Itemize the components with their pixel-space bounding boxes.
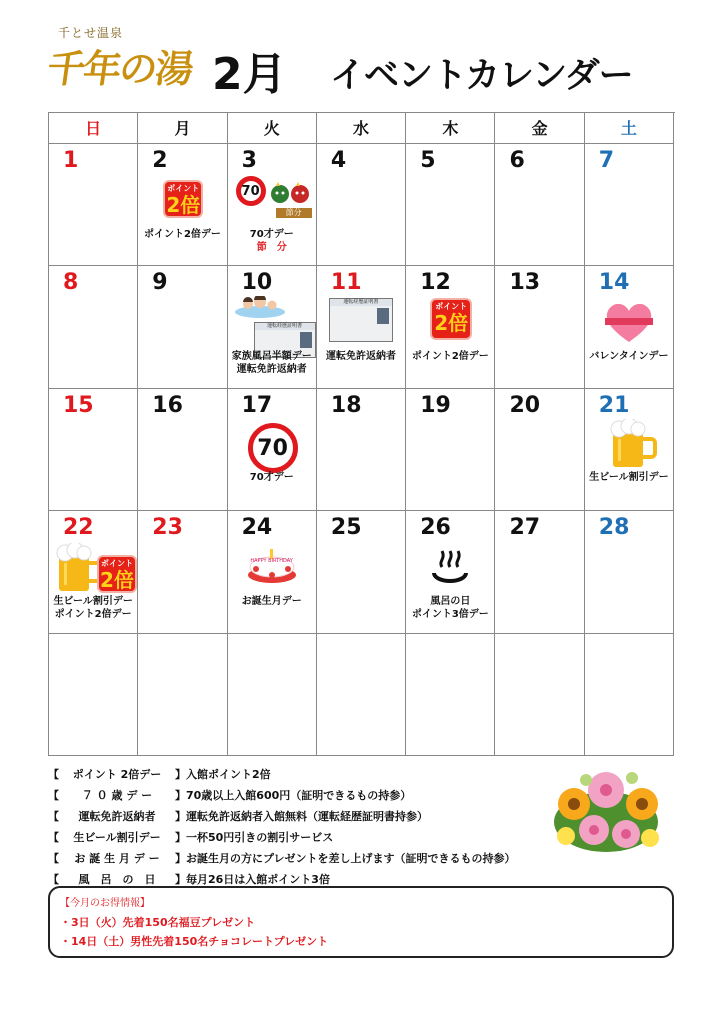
week-row	[49, 144, 675, 266]
legend-bracket: 】	[174, 768, 186, 781]
day-cell	[49, 144, 138, 266]
day-cell	[138, 266, 227, 388]
event-label: 70才デー	[249, 229, 294, 240]
legend-value: お誕生月の方にプレゼントを差し上げます（証明できるもの持参）	[186, 852, 516, 865]
legend-row	[48, 785, 516, 806]
day-cell	[406, 634, 495, 756]
day-number: 5	[420, 148, 436, 173]
day-number: 2	[152, 148, 168, 173]
day-number: 18	[330, 392, 362, 418]
day-cell	[585, 634, 674, 756]
calendar-month: 2月	[212, 49, 287, 100]
day-cell	[228, 634, 317, 756]
day-cell	[49, 511, 138, 633]
legend-value: 運転免許返納者入館無料（運転経歴証明書持参）	[186, 810, 428, 823]
legend-row	[48, 848, 516, 869]
day-cell	[495, 144, 584, 266]
legend	[48, 764, 516, 890]
logo-main-text: 千年の湯	[44, 46, 195, 91]
license-photo	[377, 308, 389, 324]
point-icon-multiplier: 2倍	[100, 568, 134, 593]
event-label: 風呂の日	[430, 596, 471, 608]
legend-key	[48, 806, 186, 827]
week-row	[49, 634, 675, 756]
day-cell	[49, 389, 138, 511]
day-number: 10	[241, 270, 273, 296]
valentine-heart-icon	[603, 300, 655, 344]
legend-bracket: 】	[175, 873, 186, 886]
legend-key-text: 風 呂 の 日	[78, 873, 156, 886]
day-number: 16	[152, 392, 183, 418]
legend-key-text: 生ビール割引デー	[73, 831, 161, 844]
day-cell	[585, 511, 674, 633]
day-cell	[585, 266, 674, 388]
legend-bracket: 【	[48, 789, 59, 802]
day-number: 15	[63, 392, 94, 418]
point-icon-caption: ポイント	[435, 302, 468, 312]
day-number: 28	[598, 515, 630, 541]
day-number: 17	[241, 392, 273, 418]
legend-row	[48, 764, 516, 785]
weekday-sun: 日	[49, 113, 138, 144]
event-label: 生ビール割引デー	[53, 596, 133, 608]
weekday-fri: 金	[495, 113, 584, 144]
legend-key-text: ７ ０ 歳 デ ー	[81, 789, 153, 802]
week-row	[49, 266, 675, 388]
day-number: 7	[598, 148, 615, 173]
legend-key	[48, 764, 186, 785]
legend-value: 入館ポイント2倍	[186, 768, 271, 781]
week-row	[49, 389, 675, 511]
point-double-icon	[97, 555, 137, 593]
day-cell	[406, 144, 495, 266]
day-number: 9	[152, 270, 168, 296]
day-cell	[49, 266, 138, 388]
legend-key-text: お 誕 生 月 デ ー	[74, 852, 160, 865]
license-title: 運転経歴証明書	[330, 299, 392, 306]
legend-bracket: 【	[48, 873, 59, 886]
day-cell	[49, 634, 138, 756]
legend-row	[48, 806, 516, 827]
event-label: ポイント2倍デー	[54, 609, 132, 621]
drivers-license-icon	[329, 298, 393, 342]
seventy-sign-text: 70	[241, 184, 260, 199]
license-title: 運転経歴証明書	[255, 323, 315, 330]
birthday-cake-icon	[246, 545, 298, 585]
week-row	[49, 511, 675, 633]
day-number: 24	[241, 515, 273, 541]
day-cell	[138, 389, 227, 511]
legend-value: 70歳以上入館600円（証明できるもの持参）	[186, 789, 412, 802]
day-cell	[495, 266, 584, 388]
beer-mug-icon	[609, 419, 657, 469]
cake-text: HAPPY BIRTHDAY	[250, 558, 293, 565]
day-cell	[138, 511, 227, 633]
event-label: 70才デー	[249, 471, 294, 483]
event-label: 運転免許返納者	[236, 364, 307, 376]
deal-line: ・14日（土）男性先着150名チョコレートプレゼント	[60, 935, 329, 948]
day-number: 25	[330, 515, 362, 541]
day-cell	[495, 389, 584, 511]
day-cell	[228, 266, 317, 388]
logo-small-text: 千とせ温泉	[58, 26, 124, 40]
day-number: 1	[63, 148, 79, 173]
legend-key	[48, 848, 186, 869]
point-icon-caption: ポイント	[101, 559, 133, 569]
day-number: 20	[509, 392, 541, 418]
legend-value: 毎月26日は入館ポイント3倍	[186, 873, 330, 886]
legend-key	[48, 827, 186, 848]
event-calendar	[48, 112, 675, 756]
logo	[44, 24, 195, 94]
point-icon-multiplier: 2倍	[166, 193, 201, 217]
event-label: お誕生月デー	[241, 596, 302, 608]
day-number: 27	[509, 515, 541, 541]
event-label: ポイント3倍デー	[411, 609, 489, 621]
legend-key-text: ポイント 2倍デー	[72, 768, 162, 781]
day-number: 3	[241, 148, 257, 173]
day-number: 11	[330, 270, 362, 296]
day-cell	[317, 266, 406, 388]
event-label: ポイント2倍デー	[411, 351, 489, 363]
day-cell	[495, 511, 584, 633]
setsubun-tag: 節分	[276, 208, 312, 218]
day-cell	[138, 144, 227, 266]
legend-value: 一杯50円引きの割引サービス	[186, 831, 334, 844]
event-label: バレンタインデー	[589, 351, 669, 363]
legend-bracket: 【	[48, 768, 59, 781]
license-photo	[300, 332, 312, 348]
event-label: 運転免許返納者	[326, 351, 397, 363]
legend-row	[48, 827, 516, 848]
beer-mug-icon	[55, 543, 103, 593]
legend-bracket: 】	[175, 852, 186, 865]
seventy-sign-icon	[248, 423, 298, 473]
deals-heading: 【今月のお得情報】	[60, 898, 150, 909]
monthly-deals-box	[48, 886, 674, 958]
day-cell	[228, 144, 317, 266]
day-number: 26	[420, 515, 451, 541]
day-cell	[317, 634, 406, 756]
day-number: 14	[598, 270, 630, 296]
legend-bracket: 】	[175, 831, 186, 844]
day-cell	[585, 389, 674, 511]
day-number: 13	[509, 270, 541, 296]
legend-key-text: 運転免許返納者	[78, 810, 156, 823]
day-number: 22	[63, 515, 94, 541]
flower-bouquet-icon	[546, 760, 668, 860]
event-label: ポイント2倍デー	[143, 229, 221, 240]
day-cell	[228, 511, 317, 633]
legend-bracket: 【	[48, 831, 59, 844]
day-cell	[317, 389, 406, 511]
day-number: 12	[420, 270, 451, 296]
seventy-sign-icon	[236, 176, 266, 206]
setsubun-oni-icon	[268, 182, 314, 217]
weekday-sat: 土	[585, 113, 674, 144]
deal-line: ・3日（火）先着150名福豆プレゼント	[60, 916, 256, 929]
day-cell	[138, 634, 227, 756]
point-icon-multiplier: 2倍	[434, 311, 469, 336]
day-cell	[317, 511, 406, 633]
event-sublabel: 節 分	[256, 242, 287, 253]
event-label: 生ビール割引デー	[589, 471, 669, 483]
legend-bracket: 【	[48, 852, 59, 865]
day-cell	[406, 389, 495, 511]
weekday-thu: 木	[406, 113, 495, 144]
legend-bracket: 】	[174, 789, 186, 802]
onsen-mark-icon	[426, 543, 474, 585]
legend-bracket: 】	[175, 810, 186, 823]
seventy-sign-text: 70	[257, 435, 288, 461]
family-bath-icon	[234, 296, 286, 318]
legend-key	[48, 785, 186, 806]
weekday-tue: 火	[228, 113, 317, 144]
weekday-wed: 水	[317, 113, 406, 144]
day-number: 6	[509, 148, 525, 173]
point-double-icon	[163, 180, 203, 218]
day-number: 19	[420, 392, 451, 418]
weekday-mon: 月	[138, 113, 227, 144]
day-number: 23	[152, 515, 183, 541]
page-title: イベントカレンダー	[330, 56, 633, 96]
day-cell	[495, 634, 584, 756]
day-cell	[406, 511, 495, 633]
weekday-header-row	[49, 113, 675, 144]
legend-bracket: 【	[48, 810, 59, 823]
day-cell	[406, 266, 495, 388]
point-icon-caption: ポイント	[167, 184, 200, 193]
event-label: 家族風呂半額デー	[231, 351, 312, 363]
day-cell	[228, 389, 317, 511]
point-double-icon	[430, 298, 472, 340]
day-cell	[585, 144, 674, 266]
day-cell	[317, 144, 406, 266]
day-number: 8	[63, 270, 79, 296]
day-number: 4	[330, 148, 347, 173]
day-number: 21	[598, 392, 630, 418]
